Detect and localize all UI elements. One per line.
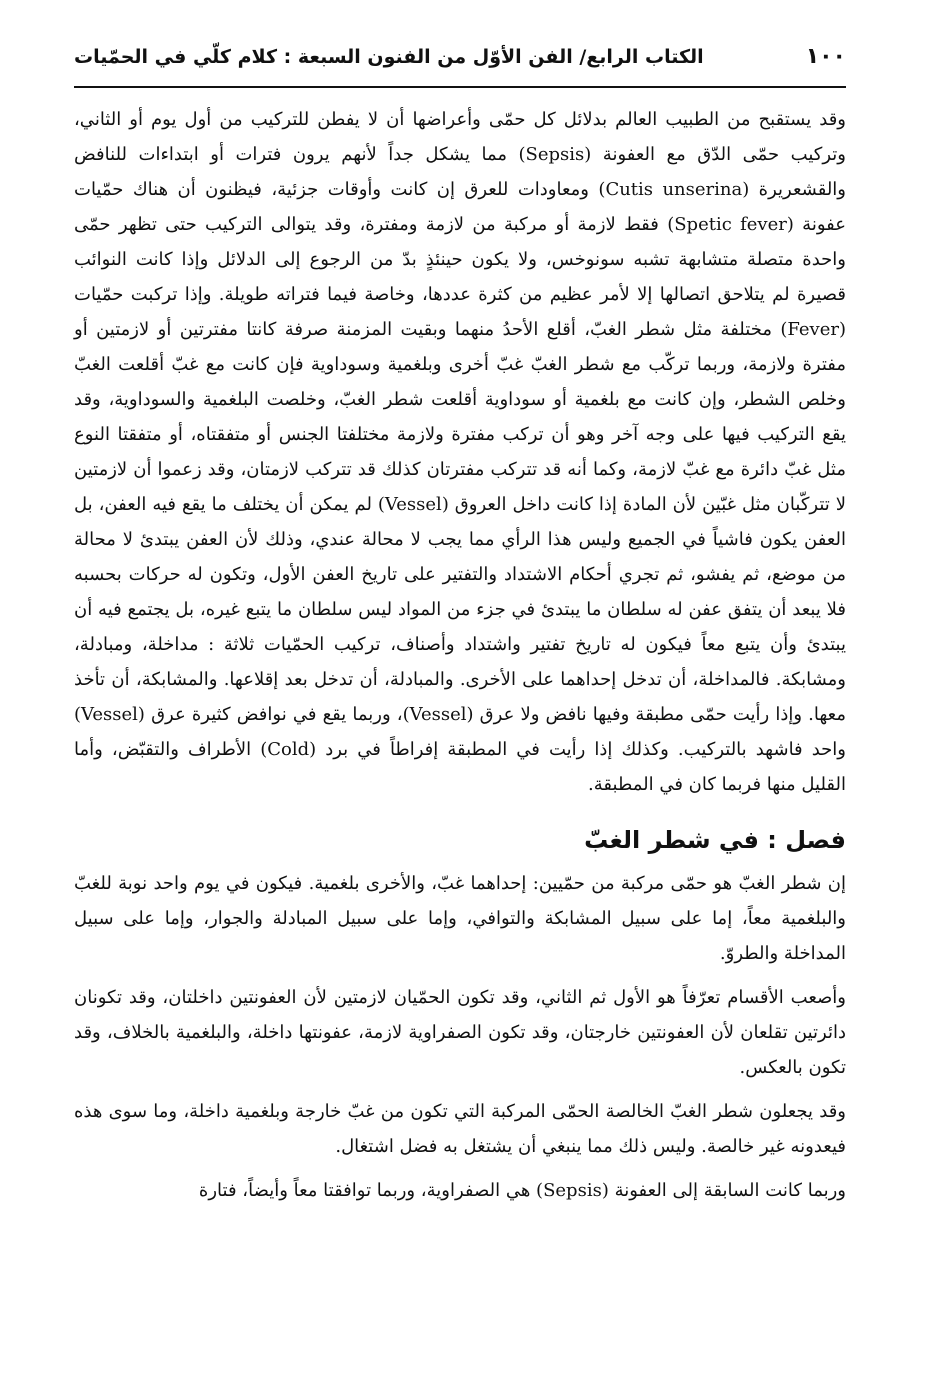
header-rule [74,86,846,88]
page-number: ١٠٠ [805,44,846,69]
running-header [74,44,846,86]
book-page [74,44,846,1374]
section-heading: فصل : في شطر الغبّ [584,826,846,854]
body-paragraph: وقد يستقبح من الطبيب العالم بدلائل كل حمّى وأعراضها أن لا يفطن للتركيب من أول يوم أو الثاني، وتركيب حمّى الدّق مع العفونة (Sepsis) مما يشكل جداً لأنهم يرون فترات أو ابتداءات للنافض والقشعريرة (Cutis unserina) ومعاودات للعرق إن كانت وأوقات جزئية، فيظنون أن هناك حمّيات عفونة (Spetic fever) فقط لازمة أو مركبة من لازمة ومفترة، وقد يتوالى التركيب حتى تظهر حمّى واحدة متصلة متشابهة تشبه سونوخس، ولا يكون حينئذٍ بدّ من الرجوع إلى الدلائل وإذا كانت النوائب قصيرة لم يتلاحق اتصالها إلا لأمر عظيم من كثرة عددها، وخاصة فيما فتراته طويلة. وإذا تركبت حمّيات (Fever) مختلفة مثل شطر الغبّ، أقلع الأحدُ منهما وبقيت المزمنة صرفة كانتا مفترتين أو لازمتين أو مفترة ولازمة، وربما تركّب مع شطر الغبّ غبّ أخرى وبلغمية وسوداوية فإن كانت مع غبّ أقلعت الغبّ وخلص الشطر، وإن كانت مع بلغمية أو سوداوية أقلعت شطر الغبّ، وخلصت البلغمية والسوداوية، وقد يقع التركيب فيها على وجه آخر وهو أن تركب مفترة ولازمة مختلفتا الجنس أو متفقتاه، أو متفقتا النوع مثل غبّ دائرة مع غبّ لازمة، وكما أنه قد تتركب مفترتان كذلك قد تتركب لازمتان، وقد زعموا أن لازمتين لا تتركّبان مثل غبّين لأن المادة إذا كانت داخل العروق (Vessel) لم يمكن أن يختلف ما يقع فيه العفن، بل العفن يكون فاشياً في الجميع وليس هذا الرأي مما يجب لا محالة عندي، وذلك لأن العفن يبتدئ لا محالة من موضع، ثم يفشو، ثم تجري أحكام الاشتداد والتفتير على تاريخ العفن الأول، وتكون له حركات بحسبه فلا يبعد أن يتفق عفن له سلطان ما يبتدئ في جزء من المواد ليس سلطان ما يتبع غيره، بل يجتمع فيه أن يبتدئ وأن يتبع معاً فيكون له تاريخ تفتير واشتداد وأصناف، تركيب الحمّيات ثلاثة : مداخلة، ومبادلة، ومشابكة. فالمداخلة، أن تدخل إحداهما على الأخرى. والمبادلة، أن تدخل بعد إقلاعها. والمشابكة، أن تأخذ معها. وإذا رأيت حمّى مطبقة وفيها نافض ولا عرق (Vessel)، وربما يقع في نوافض كثيرة عرق (Vessel) واحد فاشهد بالتركيب. وكذلك إذا رأيت في المطبقة إفراطاً في برد (Cold) الأطراف والتقبّض، وأما القليل منها فربما كان في المطبقة. [74,109,846,795]
section-paragraph: وقد يجعلون شطر الغبّ الخالصة الحمّى المركبة التي تكون من غبّ خارجة وبلغمية داخلة، وما سوى هذه فيعدونه غير خالصة. وليس ذلك مما ينبغي أن يشتغل به فضل اشتغال. [74,1101,846,1157]
page-body [74,102,846,1208]
section-paragraph: وربما كانت السابقة إلى العفونة (Sepsis) هي الصفراوية، وربما توافقتا معاً وأيضاً، فتارة [198,1180,846,1201]
running-title: الكتاب الرابع/ الفن الأوّل من الفنون السبعة : كلام كلّي في الحمّيات [74,46,704,68]
section-paragraph: وأصعب الأقسام تعرّفاً هو الأول ثم الثاني، وقد تكون الحمّيان لازمتين لأن العفونتين داخلتان، وقد تكونان دائرتين تقلعان لأن العفونتين خارجتان، وقد تكون الصفراوية لازمة، عفونتها داخلة، والبلغمية بالخلاف، وقد تكون بالعكس. [74,987,846,1078]
section-paragraph: إن شطر الغبّ هو حمّى مركبة من حمّيين: إحداهما غبّ، والأخرى بلغمية. فيكون في يوم واحد نوبة للغبّ والبلغمية معاً، إما على سبيل المشابكة والتوافي، وإما على سبيل المبادلة والجوار، وإما على سبيل المداخلة والطروّ. [74,873,846,964]
